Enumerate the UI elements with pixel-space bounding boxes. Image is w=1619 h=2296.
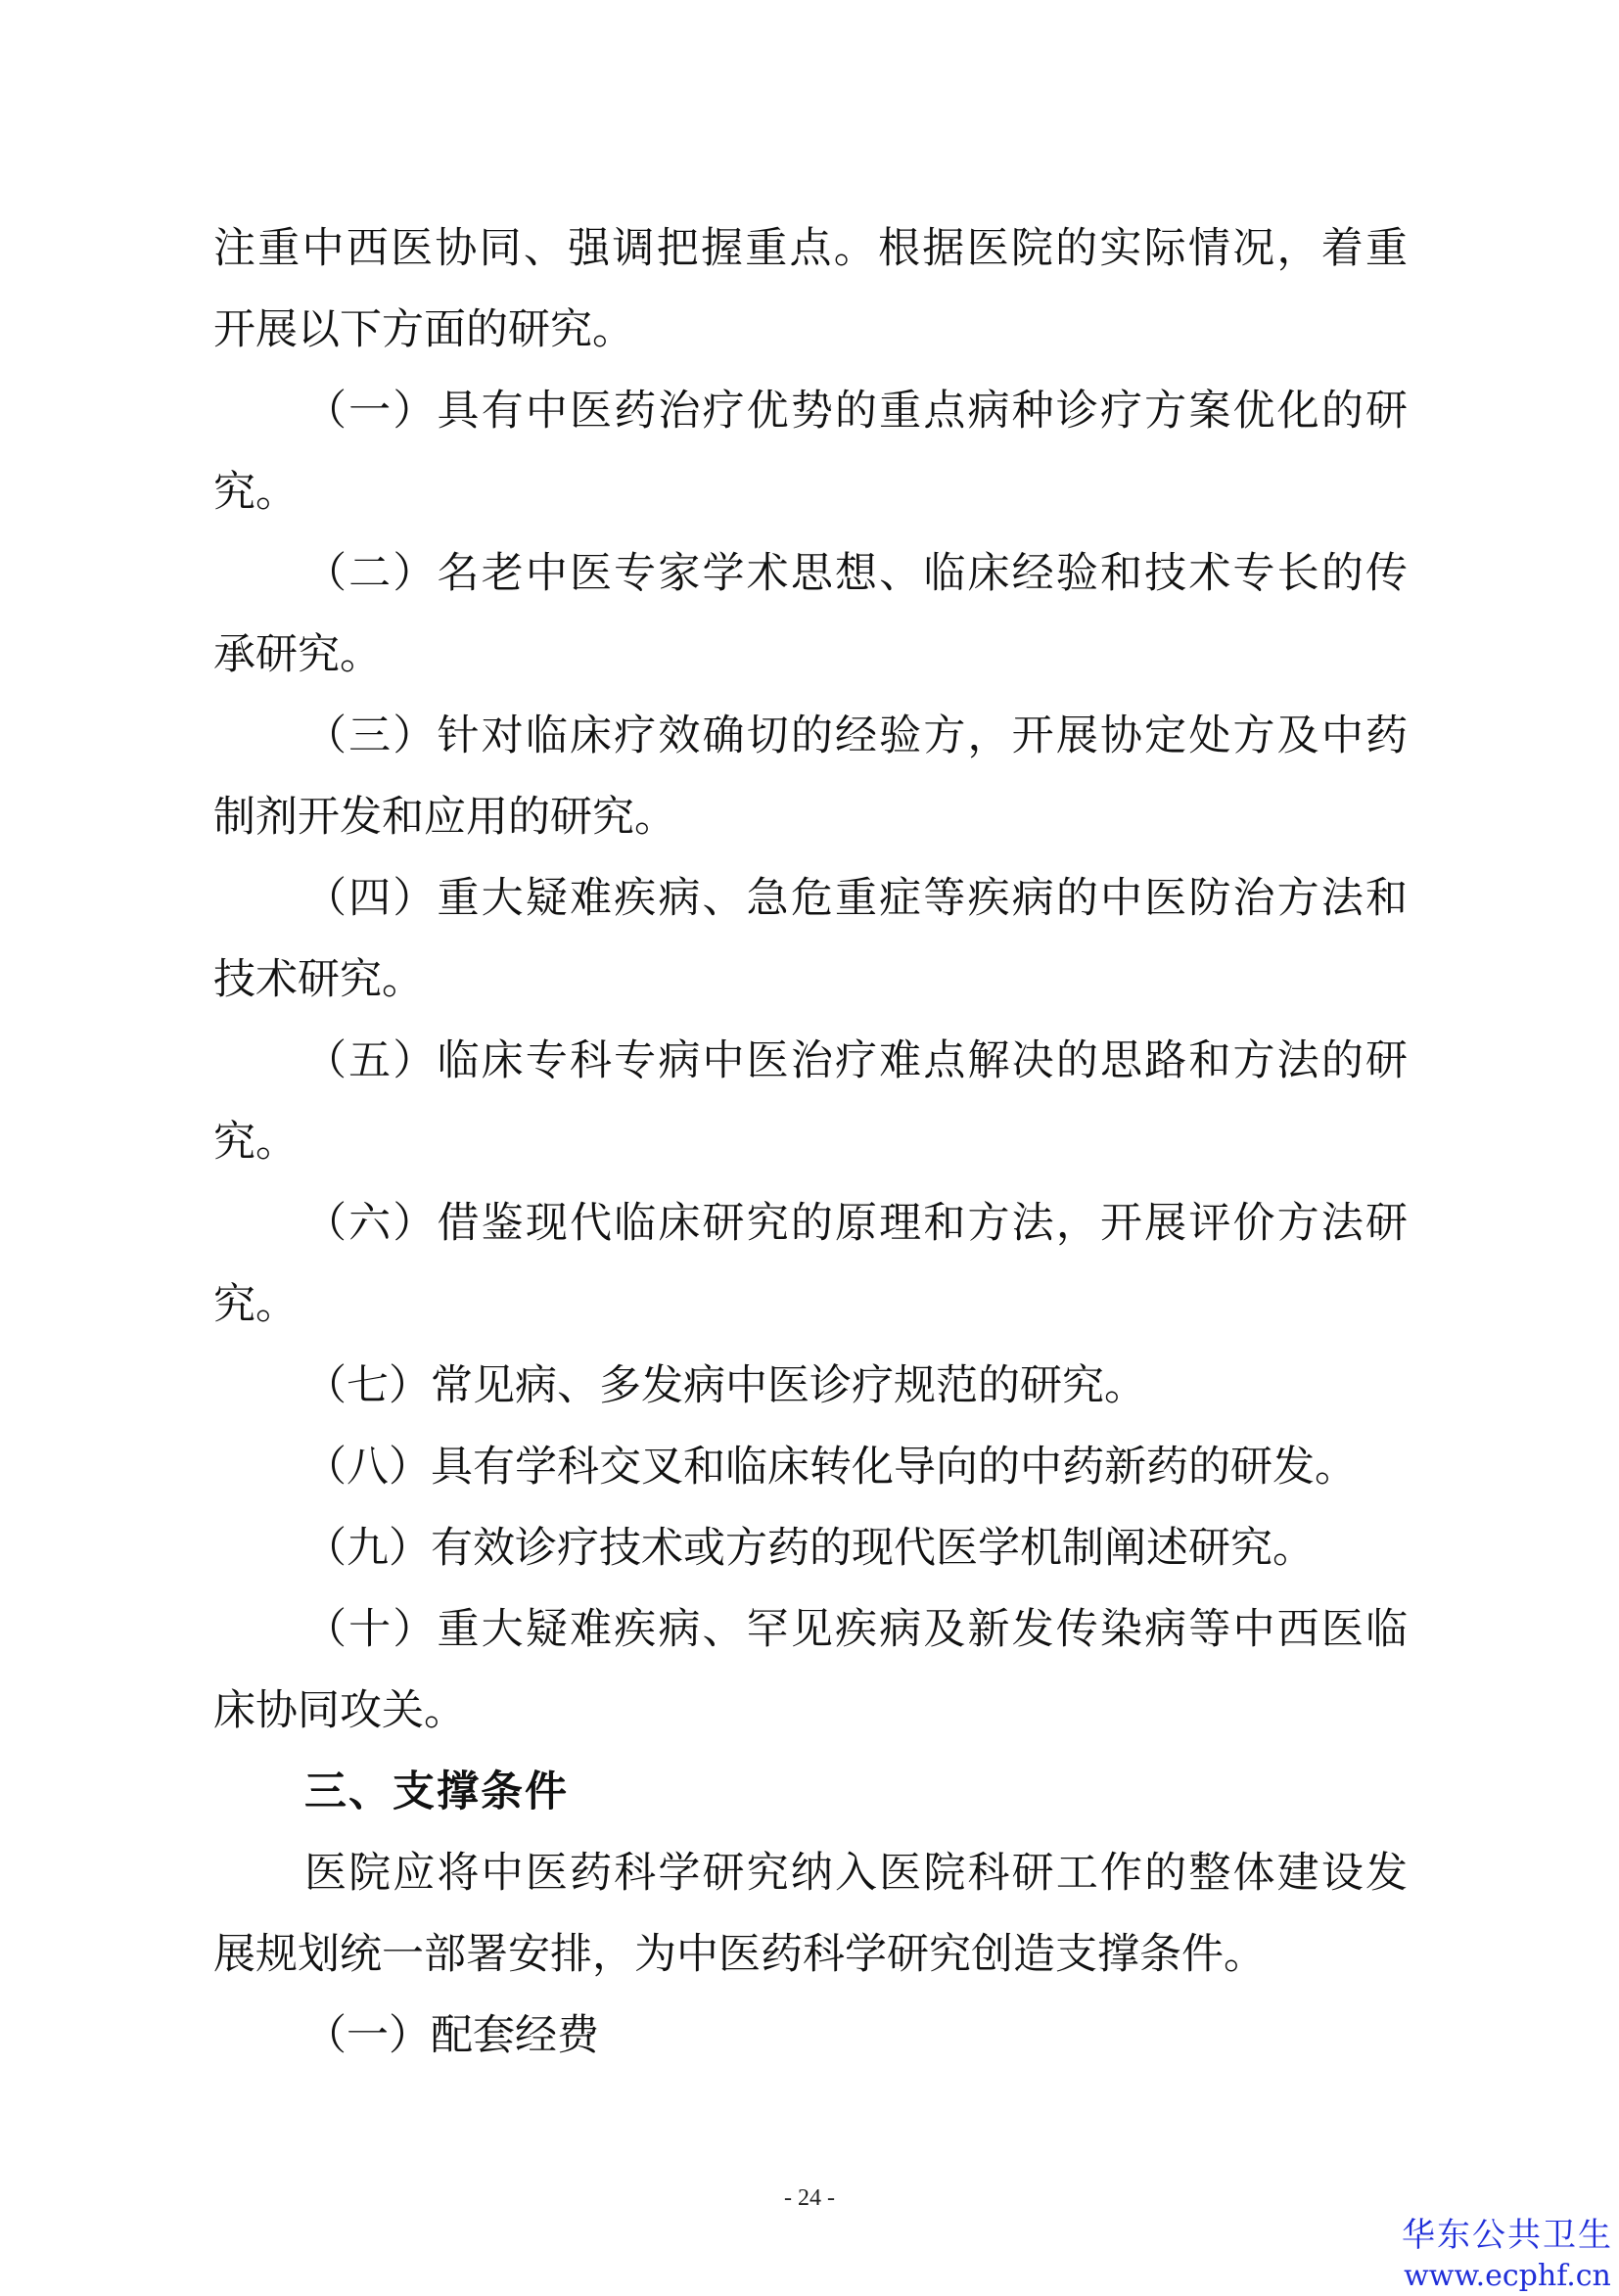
list-item-6-line: （六）借鉴现代临床研究的原理和方法，开展评价方法研 xyxy=(304,1199,1408,1248)
subsection-item-1: （一）配套经费 xyxy=(304,2011,599,2060)
list-item-2-line: （二）名老中医专家学术思想、临床经验和技术专长的传 xyxy=(304,549,1408,598)
list-item-7-line: （七）常见病、多发病中医诊疗规范的研究。 xyxy=(304,1361,1146,1410)
page-number: - 24 - xyxy=(784,2185,835,2211)
body-text xyxy=(213,208,1408,2077)
watermark xyxy=(1402,2214,1613,2296)
watermark-name: 华东公共卫生 xyxy=(1402,2216,1613,2255)
list-item-2-line: 承研究。 xyxy=(213,630,382,679)
list-item-4-line: 技术研究。 xyxy=(213,955,424,1004)
list-item-10-line: （十）重大疑难疾病、罕见疾病及新发传染病等中西医临 xyxy=(304,1605,1408,1654)
section-paragraph-line: 展规划统一部署安排，为中医药科学研究创造支撑条件。 xyxy=(213,1930,1266,1979)
list-item-9-line: （九）有效诊疗技术或方药的现代医学机制阐述研究。 xyxy=(304,1524,1315,1573)
list-item-5-line: 究。 xyxy=(213,1118,298,1167)
watermark-url: www.ecphf.cn xyxy=(1404,2259,1611,2293)
list-item-6-line: 究。 xyxy=(213,1280,298,1329)
list-item-4-line: （四）重大疑难疾病、急危重症等疾病的中医防治方法和 xyxy=(304,874,1408,923)
section-paragraph-line: 医院应将中医药科学研究纳入医院科研工作的整体建设发 xyxy=(304,1849,1408,1898)
list-item-3-line: （三）针对临床疗效确切的经验方，开展协定处方及中药 xyxy=(304,712,1408,760)
list-item-10-line: 床协同攻关。 xyxy=(213,1686,466,1735)
list-item-1-line: （一）具有中医药治疗优势的重点病种诊疗方案优化的研 xyxy=(304,387,1408,436)
paragraph-intro-line: 注重中西医协同、强调把握重点。根据医院的实际情况，着重 xyxy=(213,224,1408,273)
list-item-8-line: （八）具有学科交叉和临床转化导向的中药新药的研发。 xyxy=(304,1443,1357,1492)
list-item-1-line: 究。 xyxy=(213,468,298,517)
section-heading: 三、支撑条件 xyxy=(304,1768,569,1816)
paragraph-intro-line: 开展以下方面的研究。 xyxy=(213,305,634,354)
list-item-5-line: （五）临床专科专病中医治疗难点解决的思路和方法的研 xyxy=(304,1036,1408,1085)
list-item-3-line: 制剂开发和应用的研究。 xyxy=(213,793,676,842)
